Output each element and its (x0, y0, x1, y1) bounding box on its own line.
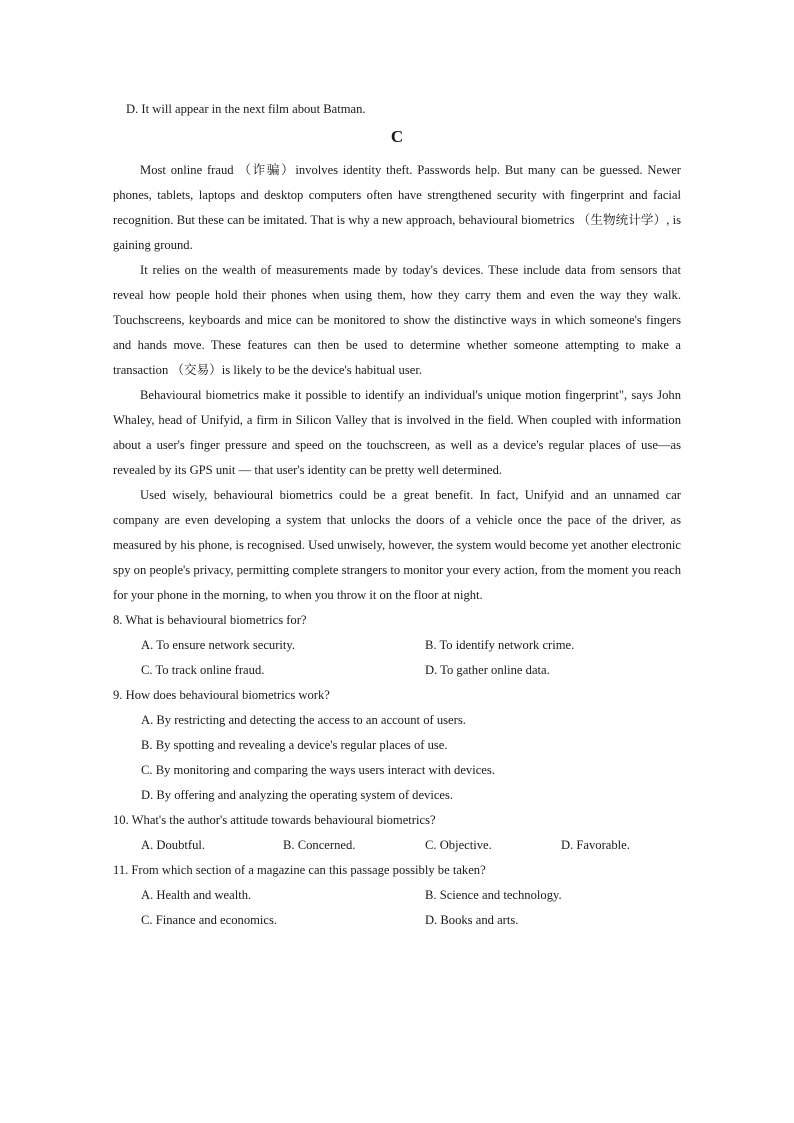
question-8-options (113, 633, 681, 683)
question-10-stem: 10. What's the author's attitude towards behavioural biometrics? (113, 813, 436, 827)
question-9-option-b[interactable]: B. By spotting and revealing a device's regular places of use. (141, 738, 448, 752)
question-9-option-d[interactable]: D. By offering and analyzing the operating system of devices. (141, 788, 454, 802)
question-8-option-c[interactable]: C. To track online fraud. (141, 663, 265, 677)
passage-paragraph-3: Behavioural biometrics make it possible to identify an individual's unique motion fingerprint", says John Whaley, head of Unifyid, a firm in Silicon Valley that is involved in the field. When coupled with information about a user's finger pressure and speed on the touchscreen, as well as a device's regular places of use—as revealed by its GPS unit — that user's identity can be pretty well determined. (113, 388, 681, 477)
question-10-option-b[interactable]: B. Concerned. (283, 838, 356, 852)
question-8-option-a[interactable]: A. To ensure network security. (141, 638, 296, 652)
document-page (113, 97, 681, 933)
passage-paragraph-1: Most online fraud （诈骗）involves identity theft. Passwords help. But many can be guessed. Newer phones, tablets, laptops and desktop computers often have strengthened security with fingerprint and facial recognition. But these can be imitated. That is why a new approach, behavioural biometrics （生物统计学）, is gaining ground. (113, 163, 681, 252)
question-11-option-d[interactable]: D. Books and arts. (425, 913, 519, 927)
question-10-options (113, 833, 681, 858)
question-11-options (113, 883, 681, 933)
question-9-option-c[interactable]: C. By monitoring and comparing the ways users interact with devices. (141, 763, 495, 777)
question-11-option-a[interactable]: A. Health and wealth. (141, 888, 252, 902)
question-11-stem: 11. From which section of a magazine can this passage possibly be taken? (113, 863, 486, 877)
question-9-options (113, 708, 681, 808)
question-10-option-a[interactable]: A. Doubtful. (141, 838, 206, 852)
question-9-option-a[interactable]: A. By restricting and detecting the access to an account of users. (141, 713, 466, 727)
question-8-option-b[interactable]: B. To identify network crime. (425, 638, 575, 652)
question-8-option-d[interactable]: D. To gather online data. (425, 663, 550, 677)
passage-paragraph-2: It relies on the wealth of measurements made by today's devices. These include data from sensors that reveal how people hold their phones when using them, how they carry them and even the way they walk. Touchscreens, keyboards and mice can be monitored to show the distinctive ways in which someone's fingers and hands move. These features can then be used to determine whether someone attempting to make a transaction （交易）is likely to be the device's habitual user. (113, 263, 681, 377)
question-9-stem: 9. How does behavioural biometrics work? (113, 688, 330, 702)
question-11-option-b[interactable]: B. Science and technology. (425, 888, 562, 902)
section-title: C (390, 127, 404, 146)
question-10-option-c[interactable]: C. Objective. (425, 838, 492, 852)
question-8-stem: 8. What is behavioural biometrics for? (113, 613, 307, 627)
previous-question-option-d: D. It will appear in the next film about Batman. (126, 102, 366, 116)
passage-paragraph-4: Used wisely, behavioural biometrics could be a great benefit. In fact, Unifyid and an unnamed car company are even developing a system that unlocks the doors of a vehicle once the pace of the driver, as measured by his phone, is recognised. Used unwisely, however, the system would become yet another electronic spy on people's privacy, permitting complete strangers to monitor your every action, from the moment you reach for your phone in the morning, to when you throw it on the floor at night. (113, 488, 681, 602)
question-11-option-c[interactable]: C. Finance and economics. (141, 913, 278, 927)
question-10-option-d[interactable]: D. Favorable. (561, 838, 630, 852)
